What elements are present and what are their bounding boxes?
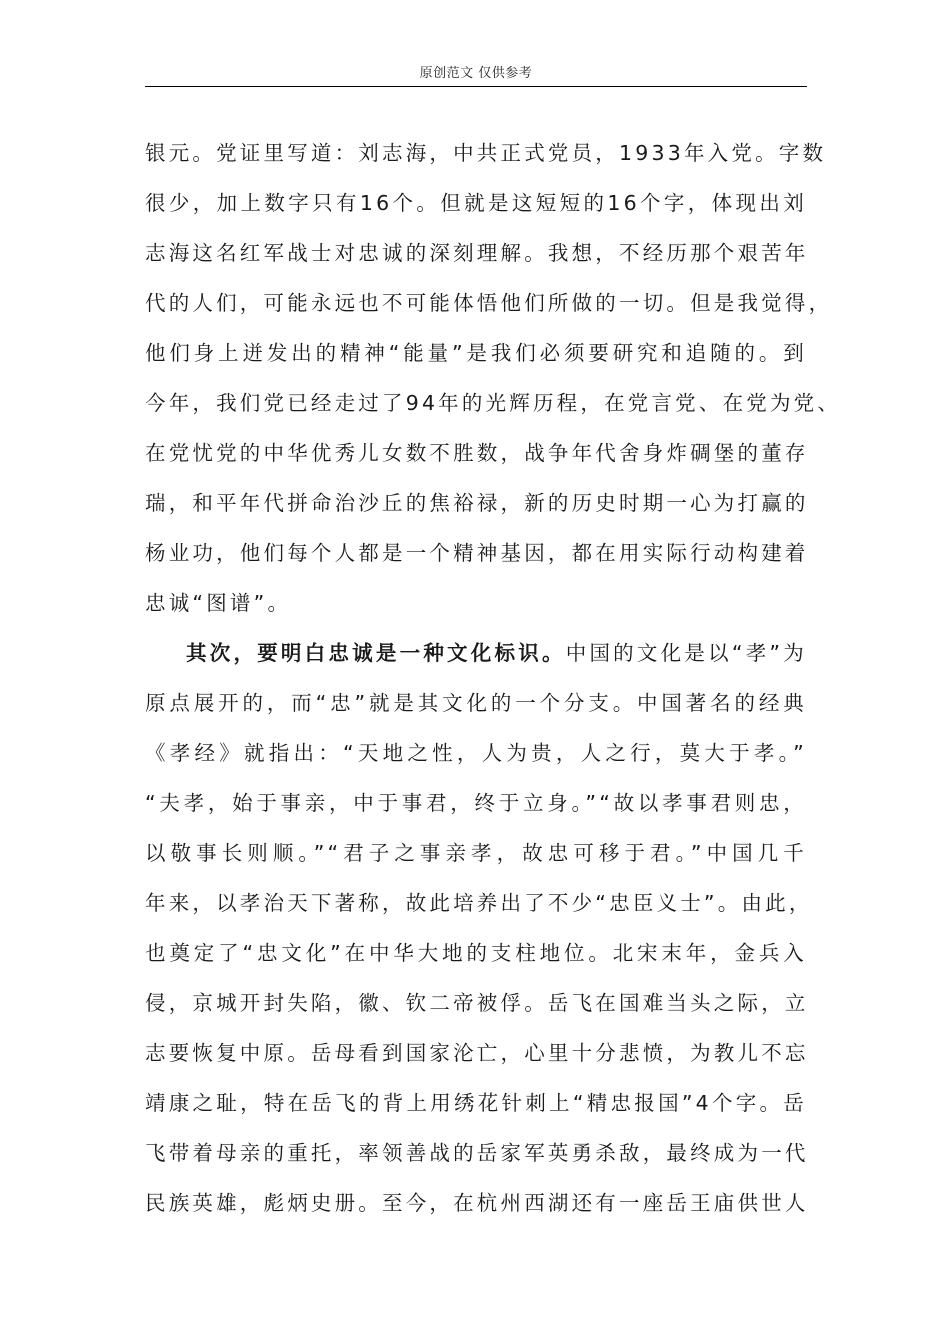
- text-line: 他们身上迸发出的精神“能量”是我们必须要研究和追随的。到: [145, 341, 807, 365]
- text-line: 杨业功，他们每个人都是一个精神基因，都在用实际行动构建着: [145, 541, 809, 565]
- text-line: 原点展开的，而“忠”就是其文化的一个分支。中国著名的经典: [145, 691, 807, 715]
- text-line: 忠诚“图谱”。: [145, 591, 292, 615]
- text-line: “夫孝，始于事亲，中于事君，终于立身。”“故以孝事君则忠，: [145, 791, 807, 815]
- text-line: 《孝经》就指出：“天地之性，人为贵，人之行，莫大于孝。”: [145, 741, 807, 765]
- section-heading-lead: 其次，要明白忠诚是一种文化标识。: [186, 641, 566, 665]
- text-line: 瑞，和平年代拼命治沙丘的焦裕禄，新的历史时期一心为打赢的: [145, 491, 809, 515]
- paragraph-2: [145, 628, 813, 1228]
- text-line: 志要恢复中原。岳母看到国家沦亡，心里十分悲愤，为教儿不忘: [145, 1041, 809, 1065]
- document-body: [145, 128, 842, 1228]
- text-line: 民族英雄，彪炳史册。至今，在杭州西湖还有一座岳王庙供世人: [145, 1191, 809, 1215]
- text-line: 代的人们，可能永远也不可能体悟他们所做的一切。但是我觉得，: [145, 291, 833, 315]
- text-line: 侵，京城开封失陷，徽、钦二帝被俘。岳飞在国难当头之际，立: [145, 991, 809, 1015]
- header-text: 原创范文 仅供参考: [419, 66, 533, 81]
- text-line: 很少，加上数字只有16个。但就是这短短的16个字，体现出刘: [145, 191, 807, 215]
- text-line: 靖康之耻，特在岳飞的背上用绣花针刺上“精忠报国”4个字。岳: [145, 1091, 807, 1115]
- text-line-first: 其次，要明白忠诚是一种文化标识。中国的文化是以“孝”为: [186, 641, 807, 665]
- text-line: 飞带着母亲的重托，率领善战的岳家军英勇杀敌，最终成为一代: [145, 1141, 809, 1165]
- text-line: 银元。党证里写道：刘志海，中共正式党员，1933年入党。字数: [145, 141, 827, 165]
- text-line: 以敬事长则顺。”“君子之事亲孝，故忠可移于君。”中国几千: [145, 841, 807, 865]
- text-line: 在党忧党的中华优秀儿女数不胜数，战争年代舍身炸碉堡的董存: [145, 441, 809, 465]
- paragraph-1: [145, 128, 842, 628]
- text-line: 年来，以孝治天下著称，故此培养出了不少“忠臣义士”。由此，: [145, 891, 813, 915]
- text-line: 志海这名红军战士对忠诚的深刻理解。我想，不经历那个艰苦年: [145, 241, 809, 265]
- text-line: 也奠定了“忠文化”在中华大地的支柱地位。北宋末年，金兵入: [145, 941, 807, 965]
- page-header: [145, 62, 807, 87]
- text-line: 今年，我们党已经走过了94年的光辉历程，在党言党、在党为党、: [145, 391, 842, 415]
